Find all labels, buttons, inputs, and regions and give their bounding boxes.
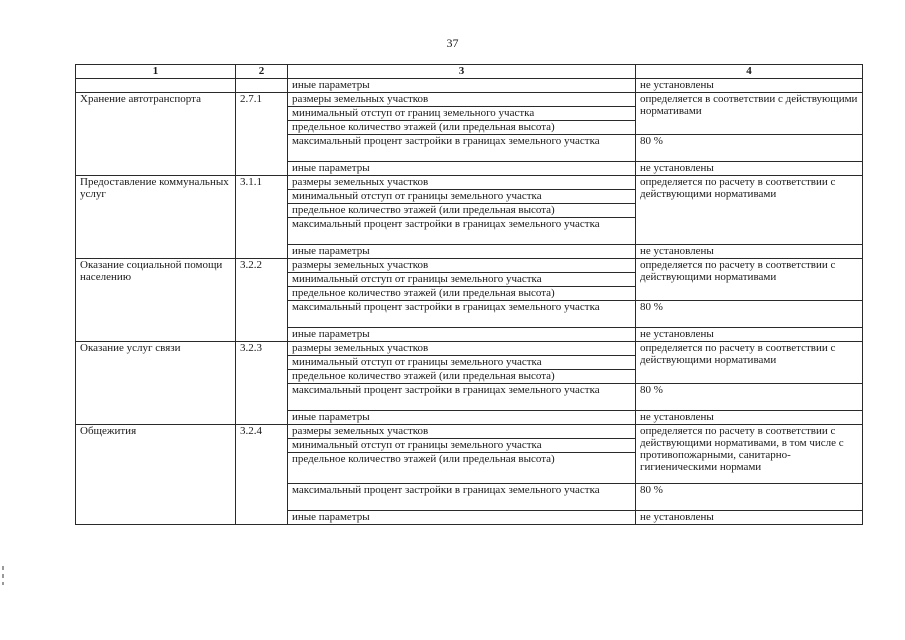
use-name-cell: Оказание социальной помощи населению bbox=[76, 259, 236, 342]
header-cell-2: 2 bbox=[236, 65, 288, 79]
param-cell: максимальный процент застройки в границах земельного участка bbox=[288, 301, 636, 328]
scan-edge-mark bbox=[2, 566, 4, 570]
value-cell: не установлены bbox=[636, 411, 863, 425]
param-cell: размеры земельных участков bbox=[288, 176, 636, 190]
value-cell: определяется по расчету в соответствии с действующими нормативами bbox=[636, 176, 863, 245]
value-cell: 80 % bbox=[636, 484, 863, 511]
table-row bbox=[76, 79, 863, 93]
page-number: 37 bbox=[446, 36, 459, 50]
param-cell: размеры земельных участков bbox=[288, 259, 636, 273]
value-cell: не установлены bbox=[636, 245, 863, 259]
param-cell: иные параметры bbox=[288, 411, 636, 425]
param-cell: максимальный процент застройки в границах земельного участка bbox=[288, 218, 636, 245]
param-cell: минимальный отступ от границы земельного участка bbox=[288, 273, 636, 287]
param-cell: предельное количество этажей (или предельная высота) bbox=[288, 370, 636, 384]
table-row bbox=[76, 425, 863, 439]
param-cell: предельное количество этажей (или предельная высота) bbox=[288, 204, 636, 218]
param-cell: предельное количество этажей (или предельная высота) bbox=[288, 287, 636, 301]
value-cell: определяется по расчету в соответствии с действующими нормативами bbox=[636, 342, 863, 384]
param-cell: максимальный процент застройки в границах земельного участка bbox=[288, 135, 636, 162]
value-cell: 80 % bbox=[636, 301, 863, 328]
use-name-cell: Общежития bbox=[76, 425, 236, 525]
value-cell: не установлены bbox=[636, 328, 863, 342]
value-cell: определяется по расчету в соответствии с действующими нормативами bbox=[636, 259, 863, 301]
use-code-cell: 3.2.3 bbox=[236, 342, 288, 425]
header-cell-3: 3 bbox=[288, 65, 636, 79]
param-cell: предельное количество этажей (или предельная высота) bbox=[288, 121, 636, 135]
param-cell: иные параметры bbox=[288, 245, 636, 259]
table-row bbox=[76, 259, 863, 273]
use-name-cell: Хранение автотранспорта bbox=[76, 93, 236, 176]
param-cell: размеры земельных участков bbox=[288, 342, 636, 356]
scan-edge-mark bbox=[2, 582, 4, 585]
header-row bbox=[76, 65, 863, 79]
value-cell: 80 % bbox=[636, 384, 863, 411]
param-cell: предельное количество этажей (или предельная высота) bbox=[288, 453, 636, 484]
param-cell: максимальный процент застройки в границах земельного участка bbox=[288, 384, 636, 411]
param-cell: иные параметры bbox=[288, 328, 636, 342]
value-cell: не установлены bbox=[636, 511, 863, 525]
param-cell: минимальный отступ от границы земельного участка bbox=[288, 439, 636, 453]
use-name-cell: Предоставление коммунальных услуг bbox=[76, 176, 236, 259]
param-cell: иные параметры bbox=[288, 511, 636, 525]
name-cell bbox=[76, 79, 236, 93]
table-row bbox=[76, 176, 863, 190]
param-cell: иные параметры bbox=[288, 162, 636, 176]
param-cell: размеры земельных участков bbox=[288, 93, 636, 107]
use-code-cell: 3.2.4 bbox=[236, 425, 288, 525]
value-cell: не установлены bbox=[636, 162, 863, 176]
use-code-cell: 3.2.2 bbox=[236, 259, 288, 342]
use-code-cell: 2.7.1 bbox=[236, 93, 288, 176]
param-cell: иные параметры bbox=[288, 79, 636, 93]
param-cell: размеры земельных участков bbox=[288, 425, 636, 439]
table-row bbox=[76, 93, 863, 107]
use-name-cell: Оказание услуг связи bbox=[76, 342, 236, 425]
param-cell: минимальный отступ от границ земельного участка bbox=[288, 107, 636, 121]
param-cell: минимальный отступ от границы земельного участка bbox=[288, 190, 636, 204]
param-cell: максимальный процент застройки в границах земельного участка bbox=[288, 484, 636, 511]
regulations-table bbox=[75, 64, 863, 525]
code-cell bbox=[236, 79, 288, 93]
value-cell: определяется по расчету в соответствии с действующими нормативами, в том числе с противопожарными, санитарно-гигиеническими нормами bbox=[636, 425, 863, 484]
scan-edge-mark bbox=[2, 574, 4, 578]
table-row bbox=[76, 342, 863, 356]
value-cell: не установлены bbox=[636, 79, 863, 93]
header-cell-1: 1 bbox=[76, 65, 236, 79]
value-cell: определяется в соответствии с действующими нормативами bbox=[636, 93, 863, 135]
use-code-cell: 3.1.1 bbox=[236, 176, 288, 259]
header-cell-4: 4 bbox=[636, 65, 863, 79]
value-cell: 80 % bbox=[636, 135, 863, 162]
param-cell: минимальный отступ от границы земельного участка bbox=[288, 356, 636, 370]
